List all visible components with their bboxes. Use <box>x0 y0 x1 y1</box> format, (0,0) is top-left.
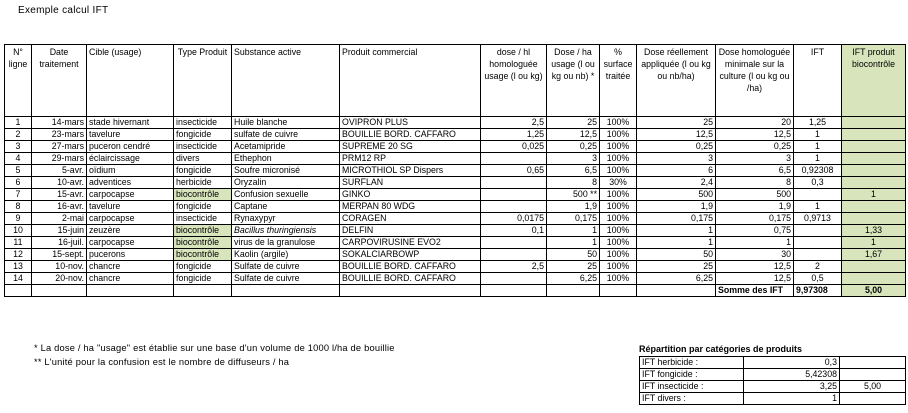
cell-surface: 100% <box>600 129 637 141</box>
header-dose-min: Dose homologuée minimale sur la culture (l ou kg ou /ha) <box>716 45 794 117</box>
header-num: N° ligne <box>5 45 32 117</box>
cell-dose-min: 500 <box>716 189 794 201</box>
cell-produit: MICROTHIOL SP Dispers <box>340 165 481 177</box>
cell-surface: 100% <box>600 117 637 129</box>
cell-substance: Rynaxypyr <box>232 213 340 225</box>
cell-dose-min: 1,9 <box>716 201 794 213</box>
cell-produit: SOKALCIARBOWP <box>340 249 481 261</box>
cell-type: herbicide <box>174 177 232 189</box>
cell-date: 20-nov. <box>32 273 87 285</box>
cell-date: 23-mars <box>32 129 87 141</box>
cell-dose-ha: 12,5 <box>547 129 600 141</box>
cell-dose-hl <box>481 249 547 261</box>
repartition-row <box>640 381 906 393</box>
table-row <box>5 141 906 153</box>
table-row <box>5 213 906 225</box>
ift-table <box>4 44 906 297</box>
cell-dose-app: 50 <box>637 249 716 261</box>
page-title: Exemple calcul IFT <box>18 5 109 16</box>
table-row <box>5 177 906 189</box>
repartition-row <box>640 369 906 381</box>
cell-num: 2 <box>5 129 32 141</box>
cell-date: 5-avr. <box>32 165 87 177</box>
cell-ift-bio <box>842 165 906 177</box>
cell-type: divers <box>174 153 232 165</box>
cell-dose-app: 0,175 <box>637 213 716 225</box>
cell-dose-app: 6,25 <box>637 273 716 285</box>
cell-type: biocontrôle <box>174 189 232 201</box>
cell-date: 15-juin <box>32 225 87 237</box>
cell-ift-bio: 1,67 <box>842 249 906 261</box>
repartition-label: IFT herbicide : <box>640 357 744 369</box>
cell-surface: 100% <box>600 165 637 177</box>
cell-type: fongicide <box>174 165 232 177</box>
header-type: Type Produit <box>174 45 232 117</box>
cell-cible: adventices <box>87 177 174 189</box>
cell-date: 15-avr. <box>32 189 87 201</box>
cell-dose-hl <box>481 201 547 213</box>
cell-dose-ha: 1 <box>547 237 600 249</box>
cell-produit: BOUILLIE BORD. CAFFARO <box>340 129 481 141</box>
repartition-table <box>639 356 906 405</box>
cell-ift-bio <box>842 117 906 129</box>
cell-ift-bio <box>842 201 906 213</box>
cell-num: 13 <box>5 261 32 273</box>
repartition-bio: 5,00 <box>840 381 906 393</box>
cell-dose-ha: 0,175 <box>547 213 600 225</box>
cell-surface: 30% <box>600 177 637 189</box>
cell-date: 16-avr. <box>32 201 87 213</box>
cell-dose-min: 0,75 <box>716 225 794 237</box>
cell-produit: CORAGEN <box>340 213 481 225</box>
cell-produit: DELFIN <box>340 225 481 237</box>
cell-dose-app: 0,25 <box>637 141 716 153</box>
cell-dose-min: 6,5 <box>716 165 794 177</box>
cell-ift-bio <box>842 261 906 273</box>
repartition-bio <box>840 369 906 381</box>
cell-produit: SURFLAN <box>340 177 481 189</box>
table-row <box>5 249 906 261</box>
cell-dose-hl: 0,1 <box>481 225 547 237</box>
table-row <box>5 261 906 273</box>
footnotes <box>34 341 395 369</box>
cell-substance: Acetamipride <box>232 141 340 153</box>
cell-num: 7 <box>5 189 32 201</box>
cell-dose-min: 12,5 <box>716 129 794 141</box>
cell-ift: 1 <box>794 153 842 165</box>
cell-type: fongicide <box>174 201 232 213</box>
cell-dose-ha: 3 <box>547 153 600 165</box>
cell-num: 9 <box>5 213 32 225</box>
cell-substance: Confusion sexuelle <box>232 189 340 201</box>
cell-substance: Bacillus thuringiensis <box>232 225 340 237</box>
cell-substance: Sulfate de cuivre <box>232 273 340 285</box>
cell-num: 10 <box>5 225 32 237</box>
cell-cible: puceron cendré <box>87 141 174 153</box>
cell-num: 5 <box>5 165 32 177</box>
cell-cible: tavelure <box>87 201 174 213</box>
cell-date: 14-mars <box>32 117 87 129</box>
header-date: Date traitement <box>32 45 87 117</box>
cell-dose-app: 1,9 <box>637 201 716 213</box>
header-dose-hl: dose / hl homologuée usage (l ou kg) <box>481 45 547 117</box>
cell-type: biocontrôle <box>174 237 232 249</box>
cell-ift-bio <box>842 129 906 141</box>
cell-ift: 0,9713 <box>794 213 842 225</box>
cell-dose-hl: 0,0175 <box>481 213 547 225</box>
header-substance: Substance active <box>232 45 340 117</box>
cell-produit: GINKO <box>340 189 481 201</box>
repartition-value: 1 <box>744 393 840 405</box>
cell-surface: 100% <box>600 213 637 225</box>
repartition-bio <box>840 357 906 369</box>
table-row <box>5 237 906 249</box>
cell-dose-app: 3 <box>637 153 716 165</box>
cell-num: 6 <box>5 177 32 189</box>
cell-substance: Oryzalin <box>232 177 340 189</box>
cell-cible: carpocapse <box>87 189 174 201</box>
cell-dose-hl: 2,5 <box>481 117 547 129</box>
header-row <box>5 45 906 117</box>
cell-ift-bio <box>842 153 906 165</box>
cell-date: 16-juil. <box>32 237 87 249</box>
cell-num: 4 <box>5 153 32 165</box>
cell-dose-ha: 1,9 <box>547 201 600 213</box>
cell-type: biocontrôle <box>174 225 232 237</box>
cell-ift: 0,92308 <box>794 165 842 177</box>
cell-dose-ha: 0,25 <box>547 141 600 153</box>
cell-produit: SUPREME 20 SG <box>340 141 481 153</box>
cell-surface: 100% <box>600 201 637 213</box>
cell-date: 27-mars <box>32 141 87 153</box>
cell-ift-bio <box>842 177 906 189</box>
cell-dose-ha: 8 <box>547 177 600 189</box>
cell-ift-bio <box>842 273 906 285</box>
cell-date: 10-nov. <box>32 261 87 273</box>
cell-ift: 1,25 <box>794 117 842 129</box>
header-surface: % surface traitée <box>600 45 637 117</box>
cell-type: biocontrôle <box>174 249 232 261</box>
cell-num: 8 <box>5 201 32 213</box>
cell-surface: 100% <box>600 141 637 153</box>
cell-surface: 100% <box>600 153 637 165</box>
cell-substance: Huile blanche <box>232 117 340 129</box>
repartition-row <box>640 393 906 405</box>
cell-surface: 100% <box>600 249 637 261</box>
table-row <box>5 225 906 237</box>
repartition-label: IFT insecticide : <box>640 381 744 393</box>
cell-type: insecticide <box>174 213 232 225</box>
cell-substance: Sulfate de cuivre <box>232 261 340 273</box>
cell-num: 1 <box>5 117 32 129</box>
somme-row <box>5 285 906 297</box>
repartition-value: 5,42308 <box>744 369 840 381</box>
cell-produit: OVIPRON PLUS <box>340 117 481 129</box>
cell-ift: 1 <box>794 201 842 213</box>
table-row <box>5 273 906 285</box>
cell-produit: BOUILLIE BORD. CAFFARO <box>340 261 481 273</box>
cell-ift-bio <box>842 213 906 225</box>
cell-cible: chancre <box>87 273 174 285</box>
cell-num: 12 <box>5 249 32 261</box>
cell-ift: 1 <box>794 141 842 153</box>
cell-date: 29-mars <box>32 153 87 165</box>
cell-date: 10-avr. <box>32 177 87 189</box>
cell-dose-hl <box>481 153 547 165</box>
cell-dose-min: 0,25 <box>716 141 794 153</box>
repartition-bio <box>840 393 906 405</box>
cell-type: fongicide <box>174 261 232 273</box>
header-dose-ha: Dose / ha usage (l ou kg ou nb) * <box>547 45 600 117</box>
repartition-label: IFT fongicide : <box>640 369 744 381</box>
cell-substance: sulfate de cuivre <box>232 129 340 141</box>
cell-dose-hl: 2,5 <box>481 261 547 273</box>
table-row <box>5 129 906 141</box>
table-row <box>5 165 906 177</box>
cell-dose-ha: 25 <box>547 261 600 273</box>
cell-dose-hl: 0,65 <box>481 165 547 177</box>
cell-dose-ha: 25 <box>547 117 600 129</box>
table-body <box>5 117 906 285</box>
cell-surface: 100% <box>600 261 637 273</box>
cell-date: 15-sept. <box>32 249 87 261</box>
cell-surface: 100% <box>600 273 637 285</box>
somme-ift: 9,97308 <box>794 285 842 297</box>
cell-dose-ha: 6,5 <box>547 165 600 177</box>
cell-surface: 100% <box>600 237 637 249</box>
cell-dose-hl <box>481 189 547 201</box>
cell-dose-hl: 1,25 <box>481 129 547 141</box>
cell-dose-ha: 50 <box>547 249 600 261</box>
cell-date: 2-mai <box>32 213 87 225</box>
cell-dose-app: 6 <box>637 165 716 177</box>
somme-label: Somme des IFT <box>716 285 794 297</box>
cell-cible: éclaircissage <box>87 153 174 165</box>
cell-dose-app: 2,4 <box>637 177 716 189</box>
cell-cible: carpocapse <box>87 237 174 249</box>
cell-ift-bio: 1,33 <box>842 225 906 237</box>
cell-dose-min: 1 <box>716 237 794 249</box>
cell-substance: virus de la granulose <box>232 237 340 249</box>
repartition-title: Répartition par catégories de produits <box>639 344 803 354</box>
cell-dose-app: 500 <box>637 189 716 201</box>
cell-surface: 100% <box>600 225 637 237</box>
cell-ift: 0,3 <box>794 177 842 189</box>
cell-type: fongicide <box>174 273 232 285</box>
table-row <box>5 189 906 201</box>
repartition-label: IFT divers : <box>640 393 744 405</box>
cell-dose-min: 8 <box>716 177 794 189</box>
cell-dose-app: 1 <box>637 225 716 237</box>
cell-cible: oïdium <box>87 165 174 177</box>
cell-substance: Kaolin (argile) <box>232 249 340 261</box>
header-cible: Cible (usage) <box>87 45 174 117</box>
repartition-value: 3,25 <box>744 381 840 393</box>
table-row <box>5 201 906 213</box>
cell-cible: chancre <box>87 261 174 273</box>
cell-surface: 100% <box>600 189 637 201</box>
footnote-confusion: ** L'unité pour la confusion est le nombre de diffuseurs / ha <box>34 357 290 367</box>
cell-substance: Ethephon <box>232 153 340 165</box>
cell-dose-ha: 1 <box>547 225 600 237</box>
table-row <box>5 117 906 129</box>
cell-cible: carpocapse <box>87 213 174 225</box>
cell-dose-hl <box>481 177 547 189</box>
cell-substance: Captane <box>232 201 340 213</box>
table-row <box>5 153 906 165</box>
repartition-row <box>640 357 906 369</box>
footnote-dose: * La dose / ha "usage" est établie sur une base d'un volume de 1000 l/ha de bouillie <box>34 343 395 353</box>
cell-ift <box>794 225 842 237</box>
cell-ift-bio <box>842 141 906 153</box>
cell-produit: MERPAN 80 WDG <box>340 201 481 213</box>
cell-produit: CARPOVIRUSINE EVO2 <box>340 237 481 249</box>
cell-type: fongicide <box>174 129 232 141</box>
cell-substance: Soufre micronisé <box>232 165 340 177</box>
cell-cible: zeuzère <box>87 225 174 237</box>
cell-dose-app: 1 <box>637 237 716 249</box>
cell-type: insecticide <box>174 117 232 129</box>
header-ift: IFT <box>794 45 842 117</box>
cell-dose-min: 30 <box>716 249 794 261</box>
cell-dose-min: 0,175 <box>716 213 794 225</box>
cell-produit: PRM12 RP <box>340 153 481 165</box>
cell-dose-hl <box>481 273 547 285</box>
cell-dose-ha: 500 ** <box>547 189 600 201</box>
cell-ift: 1 <box>794 129 842 141</box>
cell-ift <box>794 189 842 201</box>
cell-num: 11 <box>5 237 32 249</box>
header-ift-bio: IFT produit biocontrôle <box>842 45 906 117</box>
header-produit: Produit commercial <box>340 45 481 117</box>
cell-dose-app: 25 <box>637 261 716 273</box>
somme-ift-bio: 5,00 <box>842 285 906 297</box>
cell-ift <box>794 249 842 261</box>
cell-ift: 0,5 <box>794 273 842 285</box>
cell-dose-min: 12,5 <box>716 261 794 273</box>
cell-dose-hl <box>481 237 547 249</box>
cell-ift <box>794 237 842 249</box>
cell-cible: tavelure <box>87 129 174 141</box>
cell-dose-app: 12,5 <box>637 129 716 141</box>
cell-num: 3 <box>5 141 32 153</box>
cell-dose-min: 20 <box>716 117 794 129</box>
cell-cible: pucerons <box>87 249 174 261</box>
cell-dose-min: 3 <box>716 153 794 165</box>
cell-num: 14 <box>5 273 32 285</box>
repartition-value: 0,3 <box>744 357 840 369</box>
cell-ift: 2 <box>794 261 842 273</box>
cell-type: insecticide <box>174 141 232 153</box>
cell-dose-hl: 0,025 <box>481 141 547 153</box>
cell-ift-bio: 1 <box>842 189 906 201</box>
header-dose-app: Dose réellement appliquée (l ou kg ou nb/ha) <box>637 45 716 117</box>
cell-dose-ha: 6,25 <box>547 273 600 285</box>
cell-dose-min: 12,5 <box>716 273 794 285</box>
cell-cible: stade hivernant <box>87 117 174 129</box>
cell-produit: BOUILLIE BORD. CAFFARO <box>340 273 481 285</box>
cell-ift-bio: 1 <box>842 237 906 249</box>
cell-dose-app: 25 <box>637 117 716 129</box>
